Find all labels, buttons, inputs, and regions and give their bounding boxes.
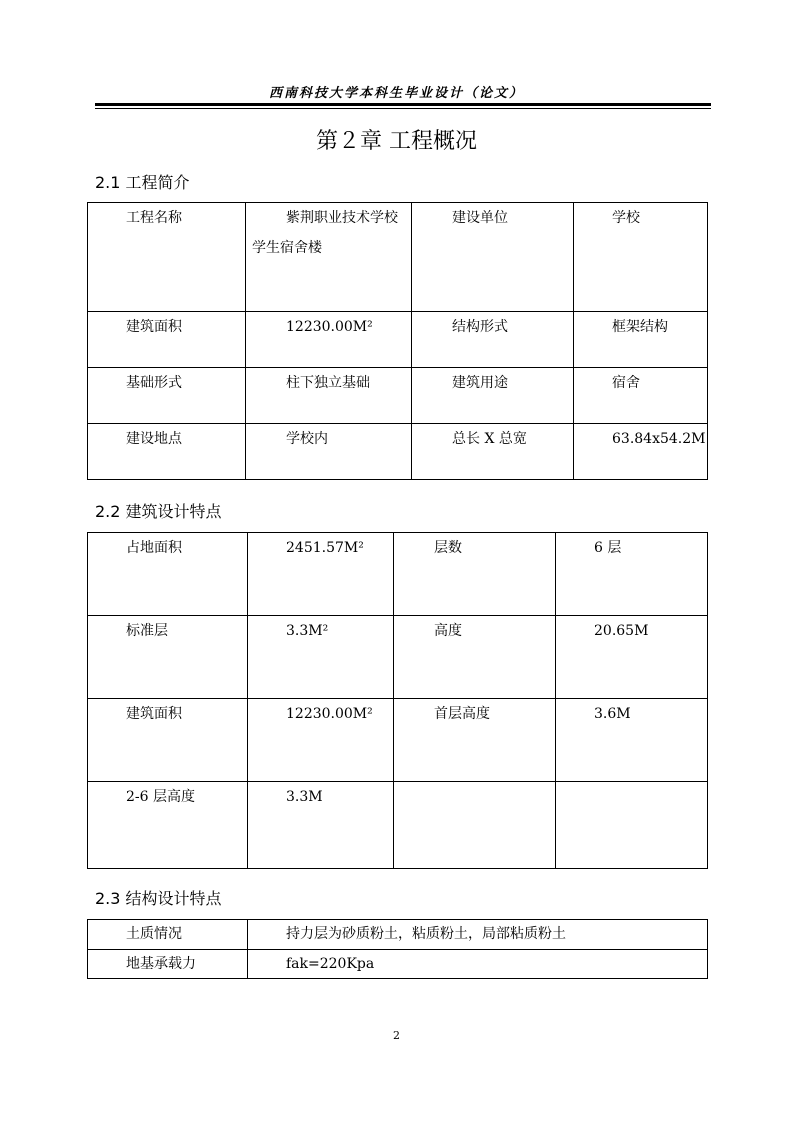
table-row [88, 203, 708, 312]
table-cell: 建筑面积 [88, 312, 246, 368]
table-row [88, 950, 708, 979]
project-overview-table [87, 202, 708, 480]
table-cell: 首层高度 [394, 699, 556, 782]
table-cell: 地基承载力 [88, 950, 248, 979]
table-cell: 工程名称 [88, 203, 246, 312]
table-cell [394, 782, 556, 869]
table-row [88, 616, 708, 699]
section-title-2-3: 2.3 结构设计特点 [95, 889, 222, 908]
table-cell: 2-6 层高度 [88, 782, 248, 869]
table-row [88, 699, 708, 782]
header-rule-thick [95, 103, 711, 106]
table-row [88, 782, 708, 869]
table-row [88, 312, 708, 368]
table-row [88, 533, 708, 616]
table-cell: 3.3M [248, 782, 394, 869]
page-number: 2 [393, 1029, 400, 1042]
table-cell: fak=220Kpa [248, 950, 708, 979]
table-cell: 学校 [574, 203, 708, 312]
table-cell: 2451.57M² [248, 533, 394, 616]
table-cell: 持力层为砂质粉土，粘质粉土，局部粘质粉土 [248, 920, 708, 950]
table-cell: 基础形式 [88, 368, 246, 424]
table-cell: 3.6M [556, 699, 708, 782]
table-cell: 建设地点 [88, 424, 246, 480]
section-title-2-2: 2.2 建筑设计特点 [95, 502, 222, 521]
table-cell: 建设单位 [412, 203, 574, 312]
table-cell: 宿舍 [574, 368, 708, 424]
table-cell: 总长 X 总宽 [412, 424, 574, 480]
table-cell: 20.65M [556, 616, 708, 699]
table-cell: 学校内 [246, 424, 412, 480]
table-cell: 高度 [394, 616, 556, 699]
table-cell: 柱下独立基础 [246, 368, 412, 424]
architecture-features-table [87, 532, 708, 869]
table-cell: 3.3M² [248, 616, 394, 699]
section-title-2-1: 2.1 工程简介 [95, 173, 190, 192]
table-cell: 建筑用途 [412, 368, 574, 424]
table-cell [556, 782, 708, 869]
page-header: 西南科技大学本科生毕业设计（论文） [268, 86, 524, 101]
table-cell: 层数 [394, 533, 556, 616]
table-row [88, 368, 708, 424]
table-cell: 结构形式 [412, 312, 574, 368]
table-cell: 框架结构 [574, 312, 708, 368]
table-row [88, 424, 708, 480]
table-cell: 12230.00M² [246, 312, 412, 368]
table-cell: 63.84x54.2M [574, 424, 708, 480]
table-cell: 土质情况 [88, 920, 248, 950]
table-cell: 紫荆职业技术学校学生宿舍楼 [246, 203, 412, 312]
table-cell: 建筑面积 [88, 699, 248, 782]
header-rule-thin [95, 108, 711, 109]
chapter-title: 第２章 工程概况 [316, 129, 477, 154]
table-cell: 12230.00M² [248, 699, 394, 782]
table-cell: 6 层 [556, 533, 708, 616]
table-cell: 占地面积 [88, 533, 248, 616]
structure-features-table [87, 919, 708, 979]
table-cell: 标准层 [88, 616, 248, 699]
table-row [88, 920, 708, 950]
